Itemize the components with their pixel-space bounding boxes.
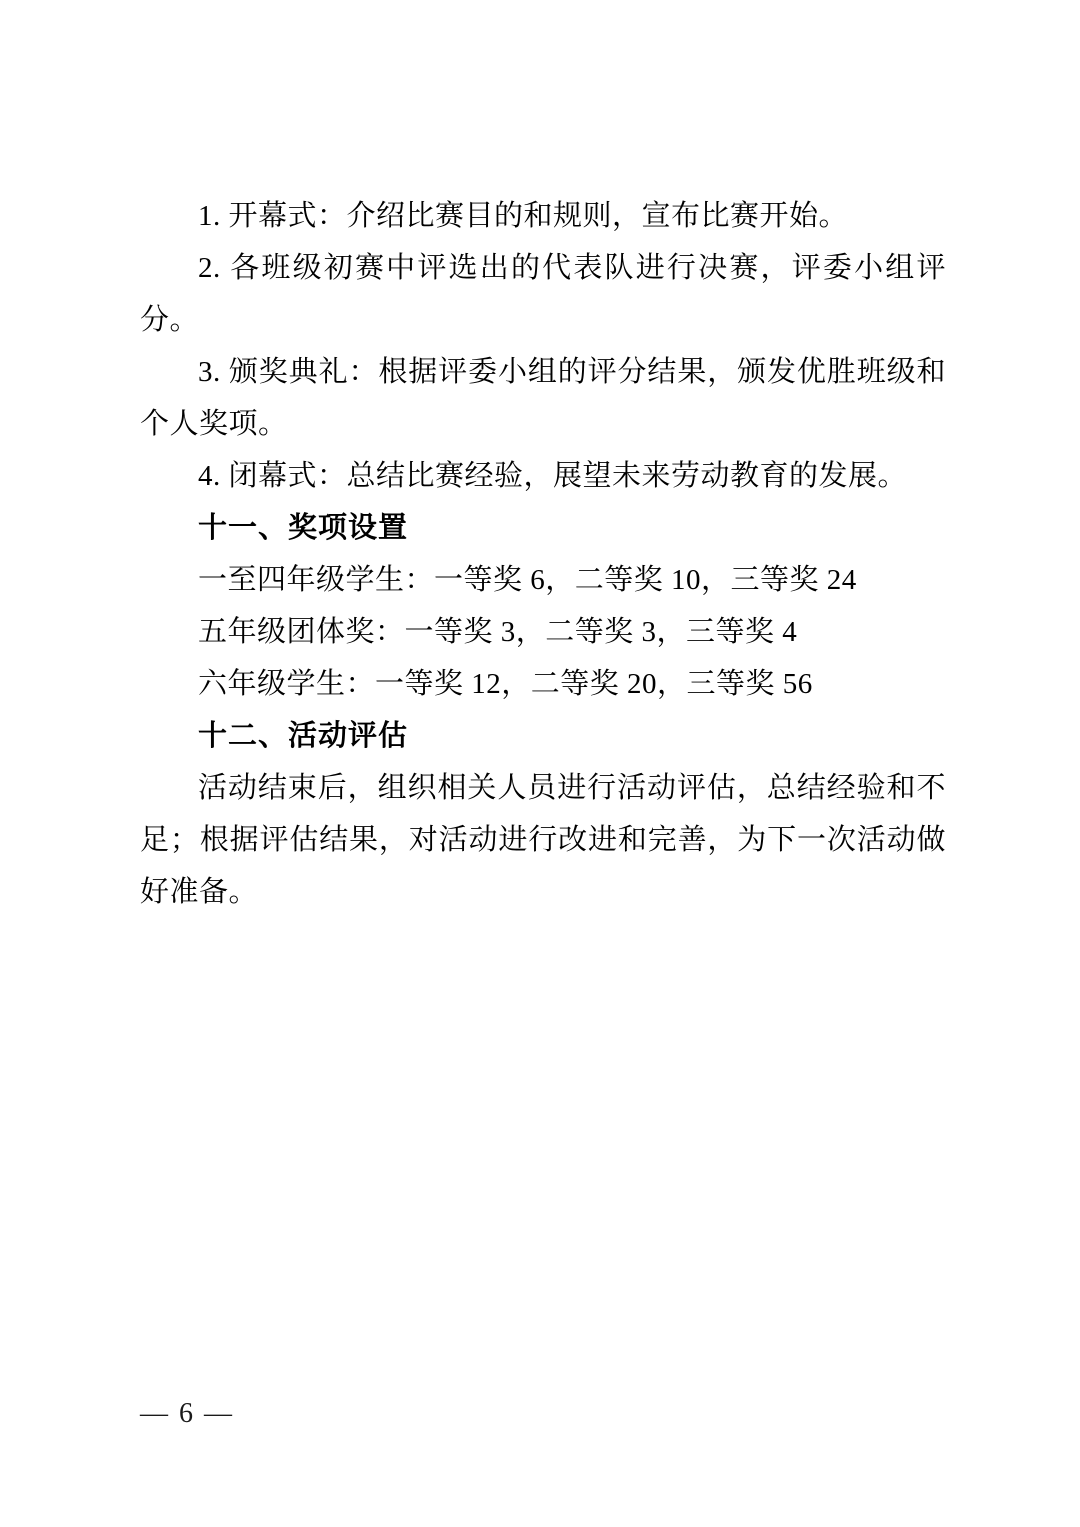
list-item-2: 2. 各班级初赛中评选出的代表队进行决赛，评委小组评分。 [140, 252, 946, 336]
award-line-grades-1-4: 一至四年级学生：一等奖 6，二等奖 10，三等奖 24 [198, 564, 857, 596]
document-body [140, 190, 946, 918]
section-heading-12: 十二、活动评估 [198, 720, 409, 752]
list-item-1: 1. 开幕式：介绍比赛目的和规则，宣布比赛开始。 [198, 200, 849, 232]
award-line-grade-5: 五年级团体奖：一等奖 3，二等奖 3，三等奖 4 [198, 616, 798, 648]
page-number: — 6 — [140, 1398, 234, 1429]
section-heading-11: 十一、奖项设置 [198, 512, 409, 544]
evaluation-paragraph: 活动结束后，组织相关人员进行活动评估，总结经验和不足；根据评估结果，对活动进行改进和完善，为下一次活动做好准备。 [140, 772, 946, 908]
list-item-3: 3. 颁奖典礼：根据评委小组的评分结果，颁发优胜班级和个人奖项。 [140, 356, 946, 440]
award-line-grade-6: 六年级学生：一等奖 12，二等奖 20，三等奖 56 [198, 668, 813, 700]
list-item-4: 4. 闭幕式：总结比赛经验，展望未来劳动教育的发展。 [198, 460, 908, 492]
